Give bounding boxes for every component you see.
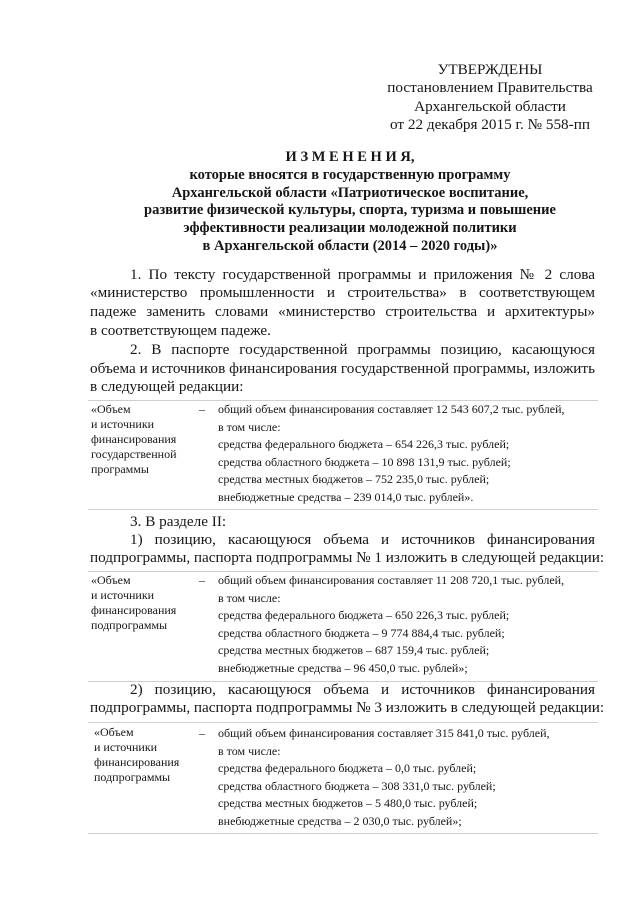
document-heading bbox=[100, 149, 600, 256]
paragraph-line: подпрограммы, паспорта подпрограммы № 1 изложить в следующей редакции: bbox=[90, 549, 605, 566]
table-label bbox=[91, 573, 196, 633]
table-dash: – bbox=[199, 402, 205, 416]
table-value-line: в том числе: bbox=[218, 743, 281, 758]
table-value-line: средства областного бюджета – 9 774 884,4 тыс. рублей; bbox=[218, 625, 505, 640]
paragraph-line: «министерство промышленности и строительства» в соответствующем bbox=[90, 284, 595, 302]
approval-title: УТВЕРЖДЕНЫ bbox=[437, 61, 543, 78]
table-value-line: внебюджетные средства – 96 450,0 тыс. рублей»; bbox=[218, 660, 468, 675]
paragraph-line: 1) позицию, касающуюся объема и источников финансирования bbox=[130, 531, 595, 548]
table-value-line: общий объем финансирования составляет 315 841,0 тыс. рублей, bbox=[218, 726, 550, 740]
table-value-line: средства местных бюджетов – 752 235,0 тыс. рублей; bbox=[218, 472, 490, 486]
heading-line: которые вносятся в государственную программу bbox=[189, 166, 511, 183]
table-label-line: и источники bbox=[94, 740, 158, 754]
table-value-line: средства областного бюджета – 308 331,0 тыс. рублей; bbox=[218, 778, 496, 793]
table-value-line: средства областного бюджета – 10 898 131,9 тыс. рублей; bbox=[218, 454, 511, 469]
table-values bbox=[218, 725, 596, 830]
item-3-sub-2 bbox=[90, 681, 605, 717]
paragraph-line: падеже заменить словами «министерство строительства и архитектуры» bbox=[90, 303, 595, 321]
heading-line: в Архангельской области (2014 – 2020 годы)» bbox=[202, 237, 498, 254]
table-label-line: «Объем bbox=[91, 573, 131, 587]
paragraph-line: 3. В разделе II: bbox=[130, 513, 227, 530]
financing-table-subprogram-1 bbox=[88, 571, 598, 682]
items-1-2 bbox=[90, 266, 595, 398]
table-value-line: внебюджетные средства – 2 030,0 тыс. рублей»; bbox=[218, 813, 462, 828]
table-label-line: и источники bbox=[91, 588, 155, 602]
paragraph-line: подпрограммы, паспорта подпрограммы № 3 изложить в следующей редакции: bbox=[90, 699, 605, 716]
table-label-line: подпрограммы bbox=[94, 770, 171, 784]
table-label-line: «Объем bbox=[91, 402, 131, 416]
heading-line: Архангельской области «Патриотическое воспитание, bbox=[171, 184, 529, 201]
table-value-line: средства федерального бюджета – 0,0 тыс. рублей; bbox=[218, 761, 477, 775]
table-values bbox=[218, 572, 596, 677]
item-3 bbox=[90, 513, 605, 567]
table-label-line: «Объем bbox=[94, 725, 134, 739]
table-label-line: и источники bbox=[91, 417, 155, 431]
table-label-line: финансирования bbox=[94, 755, 180, 769]
table-label-line: финансирования bbox=[91, 432, 177, 446]
table-label-line: подпрограммы bbox=[91, 618, 168, 632]
table-dash: – bbox=[199, 726, 205, 740]
table-value-line: средства местных бюджетов – 5 480,0 тыс. рублей; bbox=[218, 796, 478, 810]
table-label-line: финансирования bbox=[91, 603, 177, 617]
paragraph-line: 2. В паспорте государственной программы позицию, касающуюся bbox=[130, 340, 595, 358]
table-label bbox=[94, 725, 199, 785]
heading-line: развитие физической культуры, спорта, туризма и повышение bbox=[144, 202, 556, 219]
table-value-line: в том числе: bbox=[218, 590, 281, 605]
financing-table-subprogram-3 bbox=[88, 722, 598, 834]
paragraph-line: 1. По тексту государственной программы и приложения № 2 слова bbox=[130, 265, 595, 283]
paragraph-line: в следующей редакции: bbox=[90, 378, 244, 396]
heading-line: эффективности реализации молодежной политики bbox=[183, 220, 517, 237]
table-label-line: государственной bbox=[91, 447, 177, 461]
approval-block bbox=[380, 61, 600, 134]
table-value-line: внебюджетные средства – 239 014,0 тыс. рублей». bbox=[218, 489, 474, 504]
paragraph-line: 2) позицию, касающуюся объема и источников финансирования bbox=[130, 681, 595, 698]
table-value-line: общий объем финансирования составляет 11 208 720,1 тыс. рублей, bbox=[218, 573, 565, 587]
table-dash: – bbox=[199, 573, 205, 587]
heading-title: И З М Е Н Е Н И Я, bbox=[285, 149, 415, 165]
table-value-line: в том числе: bbox=[218, 419, 281, 434]
table-values bbox=[218, 401, 596, 506]
paragraph-line: объема и источников финансирования государственной программы, изложить bbox=[90, 359, 595, 377]
paragraph-line: в соответствующем падеже. bbox=[90, 321, 271, 339]
table-value-line: общий объем финансирования составляет 12 543 607,2 тыс. рублей, bbox=[218, 402, 565, 416]
financing-table-program bbox=[88, 400, 598, 510]
table-value-line: средства местных бюджетов – 687 159,4 тыс. рублей; bbox=[218, 643, 490, 657]
table-value-line: средства федерального бюджета – 650 226,3 тыс. рублей; bbox=[218, 608, 510, 622]
table-label-line: программы bbox=[91, 462, 149, 476]
approval-line: постановлением Правительства bbox=[387, 79, 593, 97]
approval-line: от 22 декабря 2015 г. № 558-пп bbox=[390, 115, 590, 133]
table-label bbox=[91, 402, 196, 477]
table-value-line: средства федерального бюджета – 654 226,3 тыс. рублей; bbox=[218, 437, 510, 451]
approval-line: Архангельской области bbox=[414, 97, 566, 115]
